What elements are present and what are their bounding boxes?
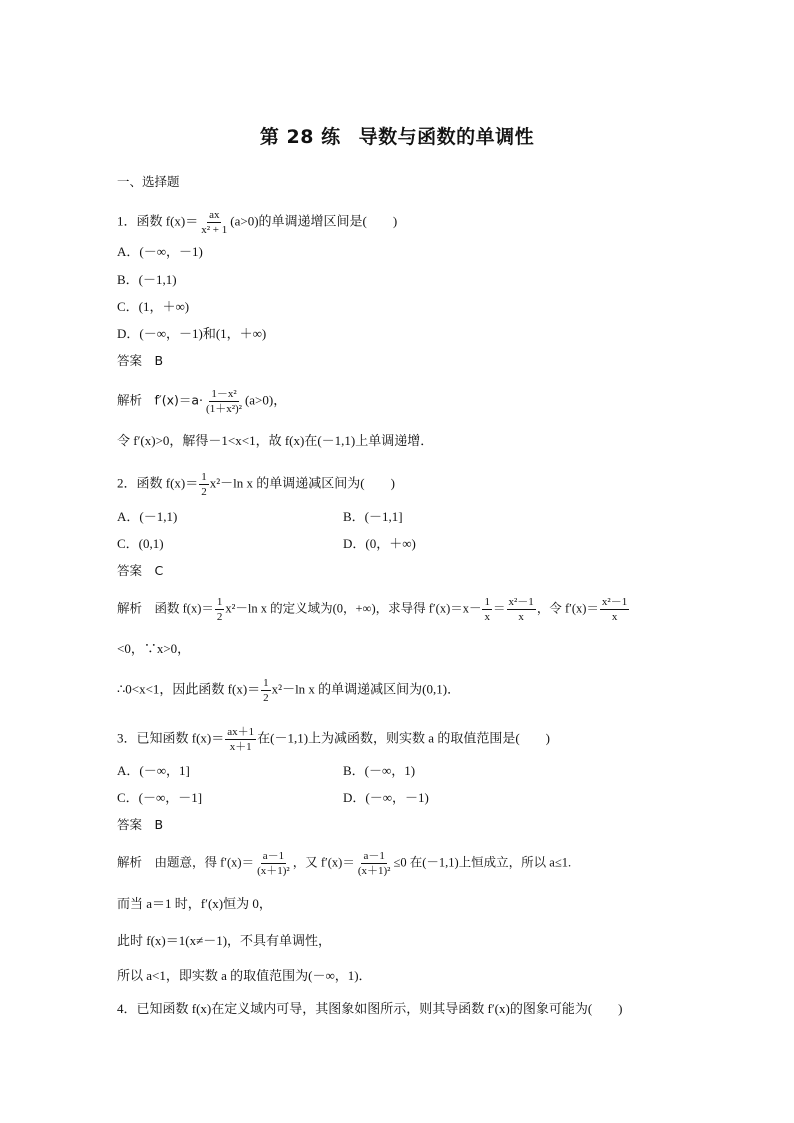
q2-option-b: B．(－1,1] — [343, 509, 403, 524]
q3-option-b: B．(－∞，1) — [343, 763, 416, 778]
q4-stem: 4．已知函数 f(x)在定义域内可导，其图象如图所示，则其导函数 f′(x)的图象可能为( ) — [117, 1001, 623, 1016]
q2-option-d: D．(0，＋∞) — [343, 536, 416, 551]
q2-solution-line3: ∴0<x<1，因此函数 f(x)＝ $\frac{1}{2}$ x²－ln x 的单调递减区间为(0,1)． — [117, 677, 461, 704]
q1-option-c: C．(1，＋∞) — [117, 299, 190, 314]
q2-solution-line1: 解析 函数 f(x)＝ $\frac{1}{2}$ x²－ln x 的定义域为(0，+∞)，求导得 f′(x)＝x－ $\frac{1}{x}$ ＝ $\frac{\text{x²－1}}{x}$ ，令 f′(x)＝ $\frac{\text{x²－1}}{x}$ — [117, 596, 628, 623]
q1-option-a: A．(－∞，－1) — [117, 244, 203, 259]
q1-stem: 1．函数 f(x)＝ $\frac{ax}{\text{x² + 1}}$ (a>0)的单调递增区间是( ) — [117, 209, 398, 236]
q2-option-a: A．(－1,1) — [117, 509, 178, 524]
q1-fraction: $\frac{ax}{\text{x² + 1}}$ — [201, 209, 228, 236]
title-sub: 导数与函数的单调性 — [358, 126, 535, 148]
q1-option-b: B．(－1,1) — [117, 272, 177, 287]
q1-answer: 答案 B — [117, 353, 164, 368]
q3-option-d: D．(－∞，－1) — [343, 790, 429, 805]
q2-option-c: C．(0,1) — [117, 536, 164, 551]
q1-solution-line1: 解析 f′(x)＝a· $\frac{\text{1－x²}}{\text{(1＋x²)²}}$ (a>0)， — [117, 388, 287, 415]
q3-solution-line4: 所以 a<1，即实数 a 的取值范围为(－∞，1)． — [117, 968, 372, 983]
q3-option-c: C．(－∞，－1] — [117, 790, 203, 805]
q3-solution-line1: 解析 由题意，得 f′(x)＝ $\frac{a-1}{\text{(x＋1)²}}$ ，又 f′(x)＝ $\frac{a-1}{\text{(x＋1)²}}$ ≤0 在(－1,1)上恒成立，所以 a≤1. — [117, 850, 572, 877]
q3-answer: 答案 B — [117, 817, 164, 832]
q1-solution-line2: 令 f′(x)>0，解得－1<x<1，故 f(x)在(－1,1)上单调递增． — [117, 433, 434, 448]
section-heading: 一、选择题 — [117, 174, 180, 189]
q1-option-d: D．(－∞，－1)和(1，＋∞) — [117, 326, 267, 341]
q3-option-a: A．(－∞，1] — [117, 763, 190, 778]
q2-answer: 答案 C — [117, 563, 164, 578]
q2-stem: 2．函数 f(x)＝ $\frac{1}{2}$ x²－ln x 的单调递减区间为( ) — [117, 471, 395, 498]
q3-solution-line2: 而当 a＝1 时，f′(x)恒为 0， — [117, 896, 272, 911]
q3-stem: 3．已知函数 f(x)＝ $\frac{ax+1}{x+1}$ 在(－1,1)上为减函数，则实数 a 的取值范围是( ) — [117, 726, 550, 753]
q3-solution-line3: 此时 f(x)＝1(x≠－1)，不具有单调性， — [117, 933, 332, 948]
q2-solution-line2: <0，∵x>0， — [117, 641, 191, 656]
title-main: 第 28 练 — [259, 126, 341, 148]
page-title — [0, 122, 794, 149]
